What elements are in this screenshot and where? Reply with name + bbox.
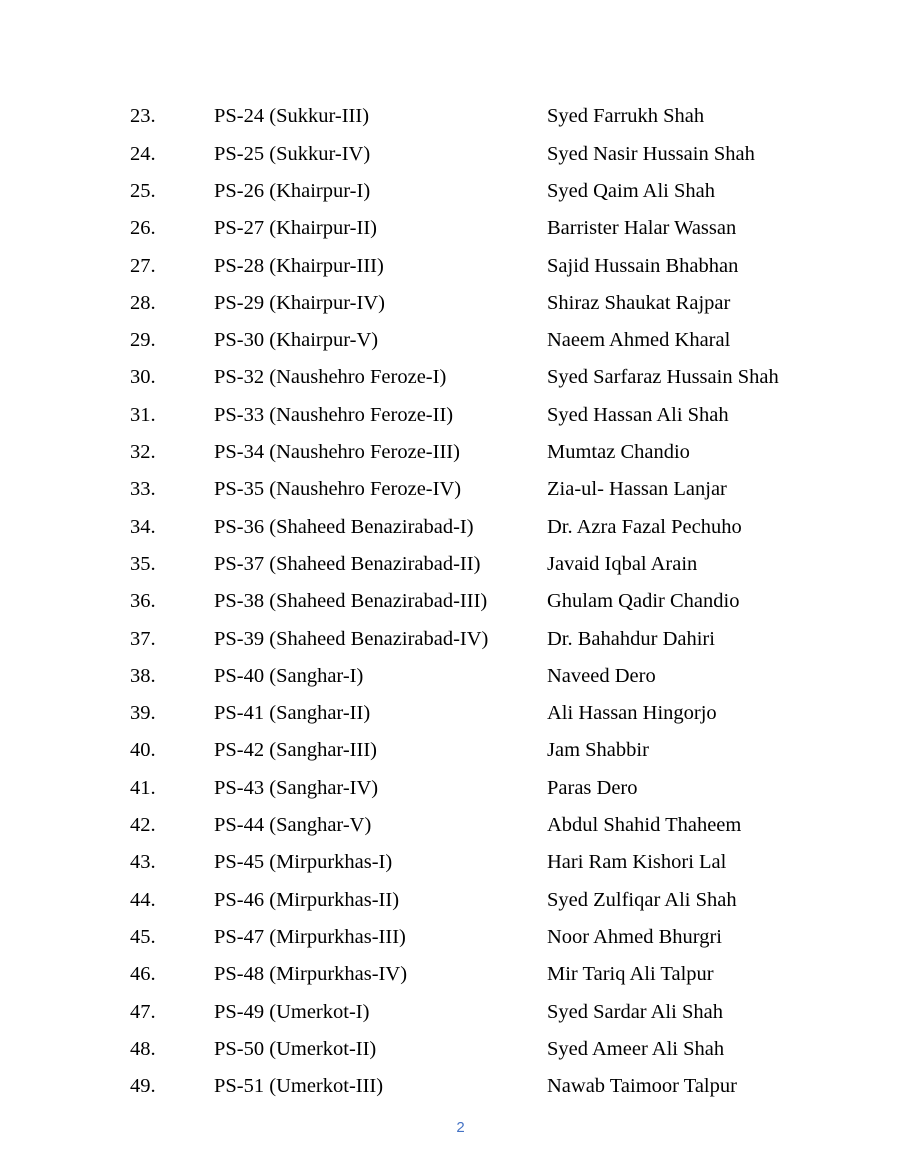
- constituency: PS-35 (Naushehro Feroze-IV): [214, 478, 462, 501]
- candidate-name: Ghulam Qadir Chandio: [547, 590, 740, 613]
- serial-number: 45.: [130, 925, 156, 948]
- constituency: PS-36 (Shaheed Benazirabad-I): [214, 515, 474, 538]
- list-item: [130, 695, 890, 732]
- list-item: [130, 620, 890, 657]
- list-item: [130, 807, 890, 844]
- serial-number: 37.: [130, 627, 156, 650]
- list-item: [130, 583, 890, 620]
- constituency: PS-44 (Sanghar-V): [214, 814, 372, 837]
- serial-number: 24.: [130, 142, 156, 165]
- candidate-name: Syed Zulfiqar Ali Shah: [547, 888, 737, 911]
- list-item: [130, 546, 890, 583]
- list-item: [130, 322, 890, 359]
- constituency: PS-27 (Khairpur-II): [214, 217, 377, 240]
- serial-number: 32.: [130, 441, 156, 464]
- constituency: PS-33 (Naushehro Feroze-II): [214, 403, 454, 426]
- constituency: PS-47 (Mirpurkhas-III): [214, 925, 406, 948]
- candidate-name: Syed Qaim Ali Shah: [547, 179, 715, 202]
- constituency: PS-48 (Mirpurkhas-IV): [214, 963, 408, 986]
- candidate-name: Mir Tariq Ali Talpur: [547, 963, 714, 986]
- constituency: PS-30 (Khairpur-V): [214, 329, 379, 352]
- serial-number: 33.: [130, 478, 156, 501]
- constituency: PS-40 (Sanghar-I): [214, 664, 364, 687]
- list-item: [130, 1030, 890, 1067]
- candidate-name: Syed Sardar Ali Shah: [547, 1000, 723, 1023]
- candidate-name: Naeem Ahmed Kharal: [547, 329, 731, 352]
- candidate-name: Paras Dero: [547, 776, 638, 799]
- candidate-name: Jam Shabbir: [547, 739, 649, 762]
- list-item: [130, 769, 890, 806]
- constituency: PS-28 (Khairpur-III): [214, 254, 384, 277]
- candidate-name: Shiraz Shaukat Rajpar: [547, 291, 731, 314]
- constituency: PS-24 (Sukkur-III): [214, 105, 370, 128]
- serial-number: 26.: [130, 217, 156, 240]
- list-item: [130, 919, 890, 956]
- list-item: [130, 657, 890, 694]
- page-number: 2: [456, 1119, 465, 1136]
- list-item: [130, 173, 890, 210]
- serial-number: 23.: [130, 105, 156, 128]
- candidate-name: Ali Hassan Hingorjo: [547, 702, 717, 725]
- constituency-list: [130, 98, 890, 1105]
- candidate-name: Syed Ameer Ali Shah: [547, 1037, 725, 1060]
- serial-number: 30.: [130, 366, 156, 389]
- serial-number: 47.: [130, 1000, 156, 1023]
- constituency: PS-29 (Khairpur-IV): [214, 291, 385, 314]
- candidate-name: Dr. Bahahdur Dahiri: [547, 627, 715, 650]
- constituency: PS-49 (Umerkot-I): [214, 1000, 370, 1023]
- candidate-name: Sajid Hussain Bhabhan: [547, 254, 739, 277]
- list-item: [130, 1068, 890, 1105]
- candidate-name: Syed Farrukh Shah: [547, 105, 705, 128]
- candidate-name: Syed Sarfaraz Hussain Shah: [547, 366, 779, 389]
- serial-number: 43.: [130, 851, 156, 874]
- serial-number: 28.: [130, 291, 156, 314]
- constituency: PS-38 (Shaheed Benazirabad-III): [214, 590, 488, 613]
- serial-number: 29.: [130, 329, 156, 352]
- serial-number: 35.: [130, 552, 156, 575]
- candidate-name: Noor Ahmed Bhurgri: [547, 925, 723, 948]
- candidate-name: Dr. Azra Fazal Pechuho: [547, 515, 742, 538]
- serial-number: 25.: [130, 179, 156, 202]
- candidate-name: Syed Nasir Hussain Shah: [547, 142, 755, 165]
- candidate-name: Hari Ram Kishori Lal: [547, 851, 727, 874]
- candidate-name: Nawab Taimoor Talpur: [547, 1075, 737, 1098]
- candidate-name: Syed Hassan Ali Shah: [547, 403, 729, 426]
- candidate-name: Javaid Iqbal Arain: [547, 552, 698, 575]
- candidate-name: Barrister Halar Wassan: [547, 217, 737, 240]
- serial-number: 38.: [130, 664, 156, 687]
- list-item: [130, 471, 890, 508]
- serial-number: 48.: [130, 1037, 156, 1060]
- constituency: PS-50 (Umerkot-II): [214, 1037, 377, 1060]
- list-item: [130, 508, 890, 545]
- serial-number: 39.: [130, 702, 156, 725]
- list-item: [130, 210, 890, 247]
- constituency: PS-26 (Khairpur-I): [214, 179, 371, 202]
- list-item: [130, 993, 890, 1030]
- serial-number: 40.: [130, 739, 156, 762]
- constituency: PS-43 (Sanghar-IV): [214, 776, 379, 799]
- list-item: [130, 135, 890, 172]
- constituency: PS-41 (Sanghar-II): [214, 702, 371, 725]
- serial-number: 46.: [130, 963, 156, 986]
- serial-number: 34.: [130, 515, 156, 538]
- candidate-name: Zia-ul- Hassan Lanjar: [547, 478, 727, 501]
- list-item: [130, 396, 890, 433]
- serial-number: 31.: [130, 403, 156, 426]
- serial-number: 44.: [130, 888, 156, 911]
- serial-number: 42.: [130, 814, 156, 837]
- serial-number: 49.: [130, 1075, 156, 1098]
- list-item: [130, 844, 890, 881]
- list-item: [130, 98, 890, 135]
- constituency: PS-51 (Umerkot-III): [214, 1075, 384, 1098]
- list-item: [130, 956, 890, 993]
- list-item: [130, 732, 890, 769]
- constituency: PS-25 (Sukkur-IV): [214, 142, 371, 165]
- serial-number: 36.: [130, 590, 156, 613]
- constituency: PS-39 (Shaheed Benazirabad-IV): [214, 627, 489, 650]
- serial-number: 27.: [130, 254, 156, 277]
- candidate-name: Abdul Shahid Thaheem: [547, 814, 742, 837]
- candidate-name: Mumtaz Chandio: [547, 441, 690, 464]
- list-item: [130, 881, 890, 918]
- list-item: [130, 359, 890, 396]
- list-item: [130, 284, 890, 321]
- candidate-name: Naveed Dero: [547, 664, 656, 687]
- list-item: [130, 434, 890, 471]
- constituency: PS-32 (Naushehro Feroze-I): [214, 366, 447, 389]
- constituency: PS-45 (Mirpurkhas-I): [214, 851, 393, 874]
- serial-number: 41.: [130, 776, 156, 799]
- constituency: PS-37 (Shaheed Benazirabad-II): [214, 552, 481, 575]
- list-item: [130, 247, 890, 284]
- constituency: PS-34 (Naushehro Feroze-III): [214, 441, 460, 464]
- constituency: PS-46 (Mirpurkhas-II): [214, 888, 400, 911]
- constituency: PS-42 (Sanghar-III): [214, 739, 377, 762]
